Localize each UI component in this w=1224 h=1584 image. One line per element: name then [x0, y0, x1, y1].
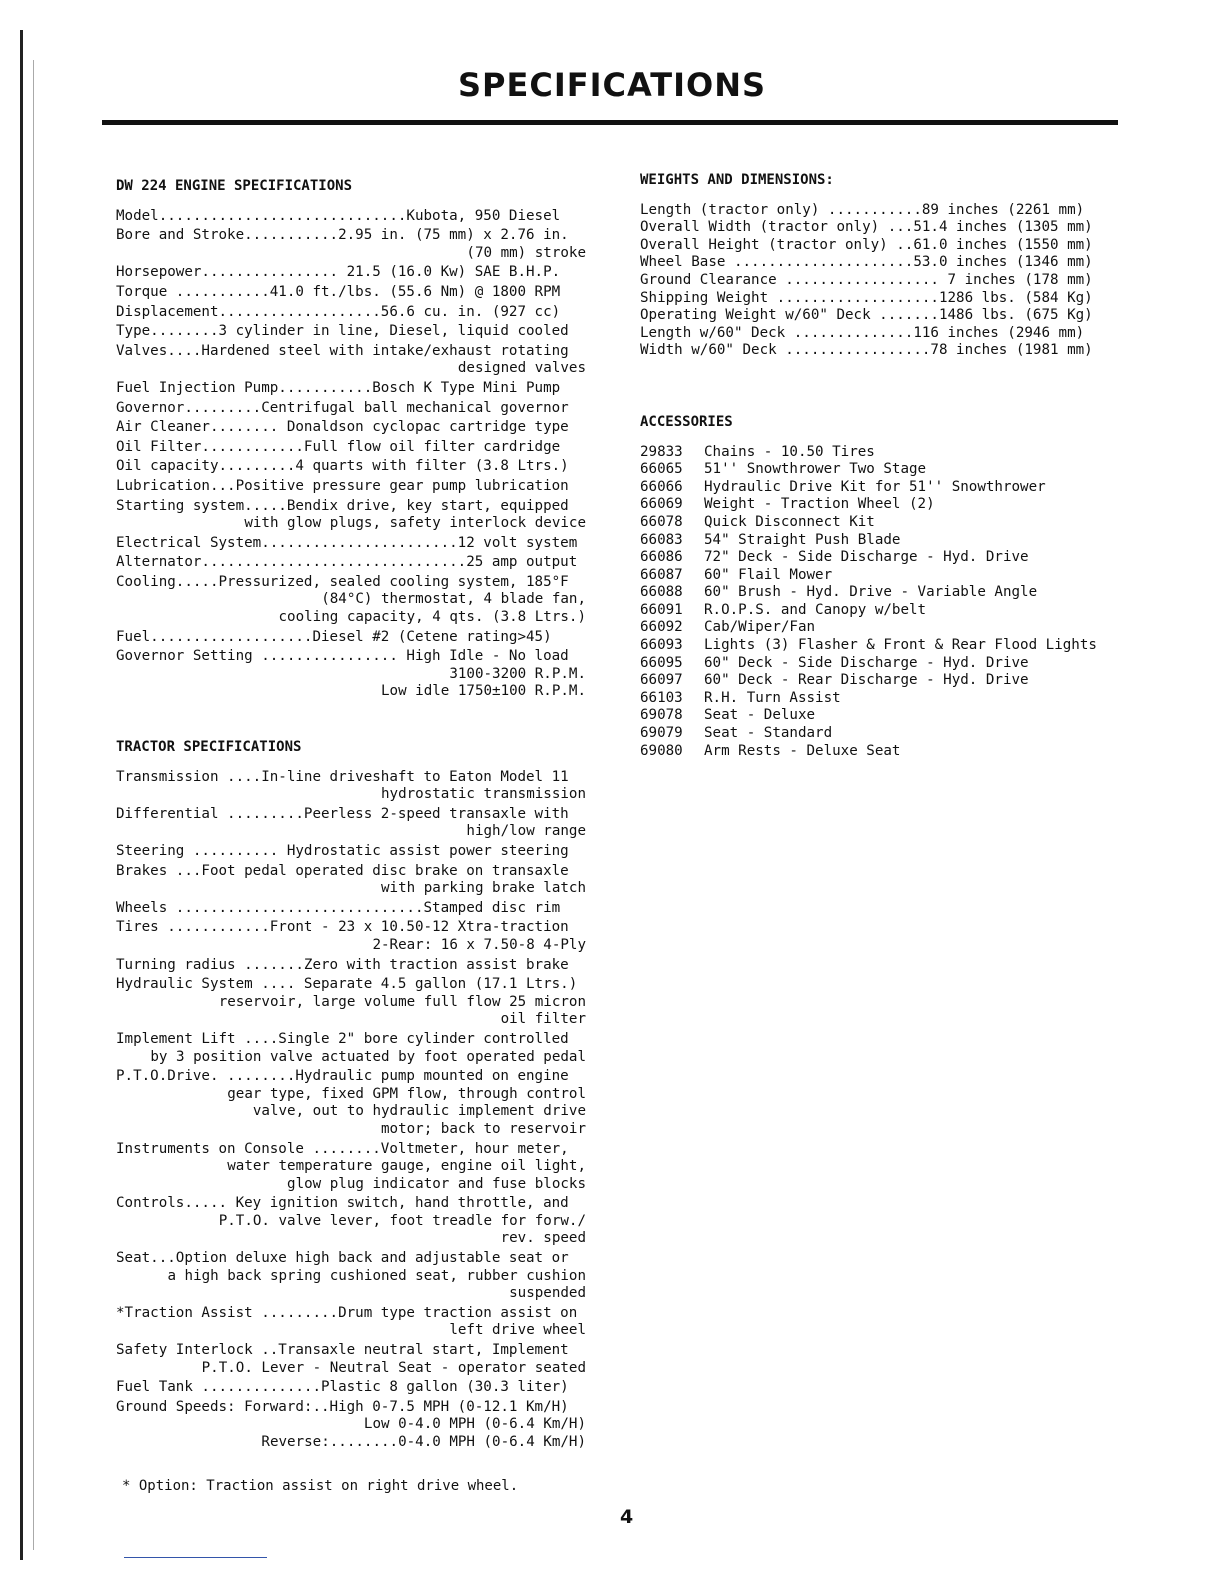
dimension-line: Operating Weight w/60" Deck .......1486 lbs. (675 Kg): [640, 307, 1093, 324]
spec-line: Seat...Option deluxe high back and adjustable seat or: [116, 1250, 569, 1267]
section-gap: [116, 703, 586, 739]
dimension-line: Length w/60" Deck ..............116 inches (2946 mm): [640, 324, 1085, 341]
spec-continuation: (70 mm) stroke: [466, 244, 586, 261]
accessory-description: Chains - 10.50 Tires: [704, 443, 875, 460]
dimension-line: Shipping Weight ...................1286 lbs. (584 Kg): [640, 289, 1093, 306]
spec-line: Hydraulic System .... Separate 4.5 gallon (17.1 Ltrs.): [116, 976, 578, 993]
spec-line: Displacement...................56.6 cu. in. (927 cc): [116, 303, 561, 320]
spec-line: Bore and Stroke...........2.95 in. (75 mm) x 2.76 in.: [116, 227, 569, 244]
spec-item: [116, 323, 586, 341]
spec-item: [116, 400, 586, 418]
accessory-description: 51'' Snowthrower Two Stage: [704, 461, 927, 478]
tractor-spec-list: [116, 769, 586, 1452]
right-column: [640, 172, 1112, 760]
spec-item: [116, 1399, 586, 1452]
accessory-description: R.O.P.S. and Canopy w/belt: [704, 601, 927, 618]
dimension-line: Overall Height (tractor only) ..61.0 inches (1550 mm): [640, 236, 1093, 253]
accessory-code: 69080: [640, 742, 683, 759]
spec-item: [116, 629, 586, 647]
accessory-row: [640, 690, 1112, 708]
spec-line: Tires ............Front - 23 x 10.50-12 Xtra-traction: [116, 919, 569, 936]
spec-item: [116, 919, 586, 954]
dimension-line: Wheel Base .....................53.0 inches (1346 mm): [640, 254, 1093, 271]
spec-line: *Traction Assist .........Drum type traction assist on: [116, 1304, 578, 1321]
spec-continuation: oil filter: [500, 1011, 586, 1028]
accessory-description: Quick Disconnect Kit: [704, 513, 875, 530]
spec-continuation: (84°C) thermostat, 4 blade fan,: [321, 591, 586, 608]
accessory-code: 66078: [640, 513, 683, 530]
spec-line: Safety Interlock ..Transaxle neutral start, Implement: [116, 1342, 569, 1359]
spec-item: [116, 343, 586, 378]
spec-continuation: by 3 position valve actuated by foot operated pedal: [150, 1048, 586, 1065]
spec-line: Model.............................Kubota, 950 Diesel: [116, 207, 561, 224]
spec-item: [116, 554, 586, 572]
spec-item: [116, 227, 586, 262]
accessory-description: 72" Deck - Side Discharge - Hyd. Drive: [704, 549, 1029, 566]
spec-item: [116, 1031, 586, 1066]
spec-line: Fuel Injection Pump...........Bosch K Type Mini Pump: [116, 379, 561, 396]
spec-line: P.T.O.Drive. ........Hydraulic pump mounted on engine: [116, 1068, 569, 1085]
spec-item: [116, 1250, 586, 1303]
accessory-code: 69079: [640, 725, 683, 742]
spec-continuation: with parking brake latch: [381, 880, 586, 897]
accessory-row: [640, 584, 1112, 602]
spec-line: Brakes ...Foot pedal operated disc brake on transaxle: [116, 862, 569, 879]
spec-continuation: rev. speed: [500, 1230, 586, 1247]
spec-item: [116, 380, 586, 398]
spec-item: [116, 1068, 586, 1138]
spec-item: [116, 843, 586, 861]
spec-continuation: P.T.O. valve lever, foot treadle for forw./: [218, 1212, 586, 1229]
accessory-description: Seat - Deluxe: [704, 707, 816, 724]
accessories-heading: ACCESSORIES: [640, 413, 733, 430]
accessory-description: Arm Rests - Deluxe Seat: [704, 742, 901, 759]
accessory-code: 66091: [640, 601, 683, 618]
accessory-description: Lights (3) Flasher & Front & Rear Flood Lights: [704, 637, 1097, 654]
accessory-code: 66066: [640, 478, 683, 495]
spec-continuation: glow plug indicator and fuse blocks: [287, 1175, 586, 1192]
page-number: 4: [620, 1506, 634, 1528]
spec-line: Type........3 cylinder in line, Diesel, liquid cooled: [116, 323, 569, 340]
left-column: [116, 178, 586, 1454]
spec-continuation: gear type, fixed GPM flow, through control: [227, 1085, 586, 1102]
spec-continuation: motor; back to reservoir: [381, 1120, 586, 1137]
spec-item: [116, 498, 586, 533]
dimension-line: Width w/60" Deck .................78 inches (1981 mm): [640, 342, 1093, 359]
accessory-description: 60" Brush - Hyd. Drive - Variable Angle: [704, 584, 1038, 601]
accessory-row: [640, 707, 1112, 725]
accessory-description: Cab/Wiper/Fan: [704, 619, 816, 636]
engine-spec-list: [116, 208, 586, 701]
spec-item: [116, 769, 586, 804]
spec-item: [116, 478, 586, 496]
spec-line: Fuel...................Diesel #2 (Cetene rating>45): [116, 628, 552, 645]
footnote: * Option: Traction assist on right drive wheel.: [122, 1478, 519, 1494]
accessory-row: [640, 532, 1112, 550]
accessory-code: 66069: [640, 496, 683, 513]
dimension-line: Ground Clearance .................. 7 inches (178 mm): [640, 271, 1093, 288]
spec-item: [116, 648, 586, 701]
spec-continuation: water temperature gauge, engine oil light,: [227, 1158, 586, 1175]
spec-line: Horsepower................ 21.5 (16.0 Kw) SAE B.H.P.: [116, 264, 561, 281]
scan-edge: [20, 30, 23, 1560]
spec-line: Oil capacity.........4 quarts with filter (3.8 Ltrs.): [116, 458, 569, 475]
spec-line: Implement Lift ....Single 2" bore cylinder controlled: [116, 1030, 569, 1047]
accessory-code: 66083: [640, 531, 683, 548]
dimension-line: Overall Width (tractor only) ...51.4 inches (1305 mm): [640, 219, 1093, 236]
spec-continuation: left drive wheel: [449, 1322, 586, 1339]
spec-line: Instruments on Console ........Voltmeter, hour meter,: [116, 1140, 569, 1157]
spec-line: Steering .......... Hydrostatic assist power steering: [116, 843, 569, 859]
spec-line: Transmission ....In-line driveshaft to Eaton Model 11: [116, 768, 569, 785]
weights-heading: WEIGHTS AND DIMENSIONS:: [640, 172, 834, 188]
spec-continuation: Low idle 1750±100 R.P.M.: [381, 683, 586, 700]
accessory-row: [640, 637, 1112, 655]
spec-line: Air Cleaner........ Donaldson cyclopac cartridge type: [116, 419, 569, 436]
scan-edge-faint: [33, 60, 34, 1550]
accessory-description: 60" Deck - Rear Discharge - Hyd. Drive: [704, 672, 1029, 689]
spec-line: Electrical System.......................12 volt system: [116, 534, 578, 551]
engine-heading: DW 224 ENGINE SPECIFICATIONS: [116, 178, 353, 194]
spec-item: [116, 535, 586, 553]
accessory-code: 66088: [640, 584, 683, 601]
spec-item: [116, 1342, 586, 1377]
section-gap: [640, 360, 1112, 414]
spec-item: [116, 957, 586, 975]
spec-item: [116, 574, 586, 627]
accessory-description: R.H. Turn Assist: [704, 689, 841, 706]
spec-item: [116, 1379, 586, 1397]
accessory-description: Hydraulic Drive Kit for 51'' Snowthrower: [704, 478, 1046, 495]
spec-line: Wheels .............................Stamped disc rim: [116, 899, 561, 916]
bottom-mark: [124, 1557, 267, 1558]
spec-line: Lubrication...Positive pressure gear pump lubrication: [116, 477, 569, 494]
accessory-code: 66095: [640, 654, 683, 671]
accessory-description: 54" Straight Push Blade: [704, 531, 901, 548]
spec-continuation: designed valves: [457, 360, 586, 377]
spec-continuation: 2-Rear: 16 x 7.50-8 4-Ply: [372, 936, 586, 953]
spec-item: [116, 419, 586, 437]
accessories-list: [640, 444, 1112, 761]
spec-item: [116, 976, 586, 1029]
accessory-code: 66093: [640, 637, 683, 654]
spec-continuation: reservoir, large volume full flow 25 micron: [218, 993, 586, 1010]
accessory-code: 66065: [640, 461, 683, 478]
accessory-description: 60" Flail Mower: [704, 566, 833, 583]
spec-continuation: with glow plugs, safety interlock device: [244, 515, 586, 532]
spec-line: Ground Speeds: Forward:..High 0-7.5 MPH (0-12.1 Km/H): [116, 1398, 569, 1415]
spec-line: Valves....Hardened steel with intake/exhaust rotating: [116, 342, 569, 359]
accessory-row: [640, 514, 1112, 532]
spec-item: [116, 458, 586, 476]
spec-line: Alternator...............................25 amp output: [116, 554, 578, 571]
spec-item: [116, 264, 586, 282]
spec-line: Differential .........Peerless 2-speed transaxle with: [116, 805, 569, 822]
spec-item: [116, 900, 586, 918]
tractor-heading: TRACTOR SPECIFICATIONS: [116, 739, 302, 756]
accessory-description: 60" Deck - Side Discharge - Hyd. Drive: [704, 654, 1029, 671]
spec-item: [116, 1195, 586, 1248]
accessory-code: 66087: [640, 566, 683, 583]
spec-item: [116, 806, 586, 841]
accessory-description: Seat - Standard: [704, 725, 833, 742]
accessory-row: [640, 725, 1112, 743]
spec-continuation: Reverse:........0-4.0 MPH (0-6.4 Km/H): [261, 1434, 586, 1450]
spec-line: Governor.........Centrifugal ball mechanical governor: [116, 399, 569, 416]
spec-continuation: valve, out to hydraulic implement drive: [252, 1103, 586, 1120]
accessory-row: [640, 655, 1112, 673]
spec-line: Fuel Tank ..............Plastic 8 gallon (30.3 liter): [116, 1379, 569, 1396]
spec-item: [116, 1141, 586, 1194]
spec-item: [116, 284, 586, 302]
accessory-code: 29833: [640, 443, 683, 460]
accessory-row: [640, 461, 1112, 479]
accessory-code: 66086: [640, 549, 683, 566]
spec-continuation: Low 0-4.0 MPH (0-6.4 Km/H): [363, 1416, 586, 1433]
spec-continuation: suspended: [509, 1285, 586, 1302]
page-title: SPECIFICATIONS: [457, 66, 767, 104]
accessory-code: 69078: [640, 707, 683, 724]
spec-item: [116, 863, 586, 898]
spec-item: [116, 304, 586, 322]
spec-line: Controls..... Key ignition switch, hand throttle, and: [116, 1195, 569, 1212]
spec-continuation: hydrostatic transmission: [381, 786, 586, 803]
spec-continuation: 3100-3200 R.P.M.: [449, 665, 586, 682]
spec-line: Torque ...........41.0 ft./lbs. (55.6 Nm) @ 1800 RPM: [116, 283, 561, 300]
accessory-row: [640, 619, 1112, 637]
accessory-code: 66103: [640, 689, 683, 706]
spec-line: Oil Filter............Full flow oil filter cardridge: [116, 438, 561, 455]
accessory-row: [640, 567, 1112, 585]
spec-item: [116, 208, 586, 226]
accessory-row: [640, 672, 1112, 690]
accessory-row: [640, 549, 1112, 567]
accessory-row: [640, 444, 1112, 462]
spec-line: Governor Setting ................ High Idle - No load: [116, 648, 569, 665]
accessory-code: 66097: [640, 672, 683, 689]
spec-line: Cooling.....Pressurized, sealed cooling system, 185°F: [116, 573, 569, 590]
spec-continuation: high/low range: [466, 823, 586, 840]
spec-line: Turning radius .......Zero with traction assist brake: [116, 956, 569, 973]
accessory-row: [640, 743, 1112, 761]
spec-continuation: P.T.O. Lever - Neutral Seat - operator seated: [201, 1359, 586, 1376]
spec-item: [116, 1305, 586, 1340]
weights-list: [640, 202, 1112, 360]
accessory-description: Weight - Traction Wheel (2): [704, 496, 935, 513]
spec-item: [116, 439, 586, 457]
accessory-code: 66092: [640, 619, 683, 636]
spec-line: Starting system.....Bendix drive, key start, equipped: [116, 497, 569, 514]
accessory-row: [640, 602, 1112, 620]
spec-continuation: a high back spring cushioned seat, rubber cushion: [167, 1267, 586, 1284]
accessory-row: [640, 496, 1112, 514]
accessory-row: [640, 479, 1112, 497]
spec-continuation: cooling capacity, 4 qts. (3.8 Ltrs.): [278, 609, 586, 626]
dimension-line: Length (tractor only) ...........89 inches (2261 mm): [640, 201, 1085, 218]
title-rule: [102, 120, 1118, 125]
